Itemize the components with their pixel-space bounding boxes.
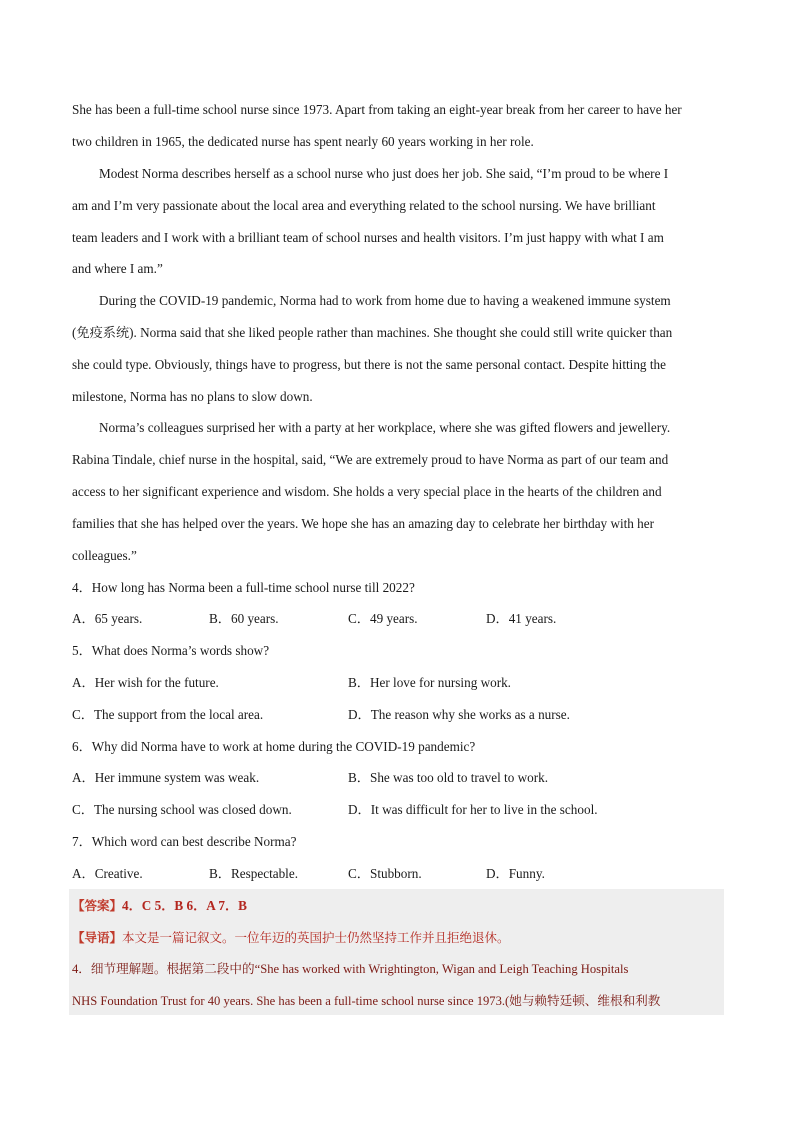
- explanation-line: NHS Foundation Trust for 40 years. She has been a full-time school nurse since 1973.(她与赖特廷顿、维根和利教: [72, 994, 661, 1008]
- question-option: D．It was difficult for her to live in the school.: [348, 802, 598, 817]
- passage-line: access to her significant experience and wisdom. She holds a very special place in the hearts of the children and: [72, 484, 662, 499]
- question-option: C．The support from the local area.: [72, 707, 264, 722]
- explanation-line: 4．细节理解题。根据第二段中的“She has worked with Wrightington, Wigan and Leigh Teaching Hospitals: [72, 962, 629, 976]
- passage-line: (免疫系统). Norma said that she liked people rather than machines. She thought she could still write quicker than: [72, 325, 673, 340]
- passage-line: Modest Norma describes herself as a school nurse who just does her job. She said, “I’m proud to be where I: [99, 166, 669, 181]
- question-option: B．She was too old to travel to work.: [348, 770, 548, 785]
- question-option: D．The reason why she works as a nurse.: [348, 707, 570, 722]
- passage-line: She has been a full-time school nurse since 1973. Apart from taking an eight-year break from her career to have her: [72, 102, 682, 117]
- question-stem: 5．What does Norma’s words show?: [72, 643, 270, 658]
- question-option: B．Respectable.: [209, 866, 298, 881]
- passage-line: Rabina Tindale, chief nurse in the hospital, said, “We are extremely proud to have Norma as part of our team and: [72, 452, 669, 467]
- question-stem: 4．How long has Norma been a full-time school nurse till 2022?: [72, 580, 415, 595]
- question-option: C．Stubborn.: [348, 866, 422, 881]
- question-option: C．The nursing school was closed down.: [72, 802, 292, 817]
- passage-line: Norma’s colleagues surprised her with a party at her workplace, where she was gifted flowers and jewellery.: [99, 420, 671, 435]
- question-stem: 6．Why did Norma have to work at home during the COVID-19 pandemic?: [72, 739, 476, 754]
- passage-line: milestone, Norma has no plans to slow down.: [72, 389, 313, 404]
- question-option: A．Her wish for the future.: [72, 675, 219, 690]
- guide-text: 本文是一篇记叙文。一位年迈的英国护士仍然坚持工作并且拒绝退休。: [122, 930, 510, 945]
- passage-line: families that she has helped over the years. We hope she has an amazing day to celebrate her birthday with her: [72, 516, 655, 531]
- passage-line: During the COVID-19 pandemic, Norma had to work from home due to having a weakened immune system: [99, 293, 671, 308]
- guide-label: 【导语】: [72, 930, 123, 945]
- passage-line: am and I’m very passionate about the local area and everything related to the school nursing. We have brilliant: [72, 198, 656, 213]
- passage-line: she could type. Obviously, things have to progress, but there is not the same personal contact. Despite hitting the: [72, 357, 666, 372]
- question-option: A．Her immune system was weak.: [72, 770, 260, 785]
- question-option: A．Creative.: [72, 866, 143, 881]
- question-option: C．49 years.: [348, 611, 418, 626]
- passage-line: team leaders and I work with a brilliant team of school nurses and health visitors. I’m just happy with what I am: [72, 230, 664, 245]
- answer-line: [72, 898, 247, 914]
- question-option: D．Funny.: [486, 866, 545, 881]
- passage-line: two children in 1965, the dedicated nurse has spent nearly 60 years working in her role.: [72, 134, 534, 149]
- answer-label: 【答案】: [72, 898, 123, 913]
- guide-line: [72, 930, 510, 946]
- question-option: B．60 years.: [209, 611, 279, 626]
- question-option: B．Her love for nursing work.: [348, 675, 511, 690]
- question-stem: 7．Which word can best describe Norma?: [72, 834, 297, 849]
- answer-text: 4．C 5．B 6．A 7．B: [122, 898, 247, 913]
- question-option: A．65 years.: [72, 611, 143, 626]
- question-option: D．41 years.: [486, 611, 557, 626]
- passage-line: and where I am.”: [72, 261, 163, 276]
- passage-line: colleagues.”: [72, 548, 137, 563]
